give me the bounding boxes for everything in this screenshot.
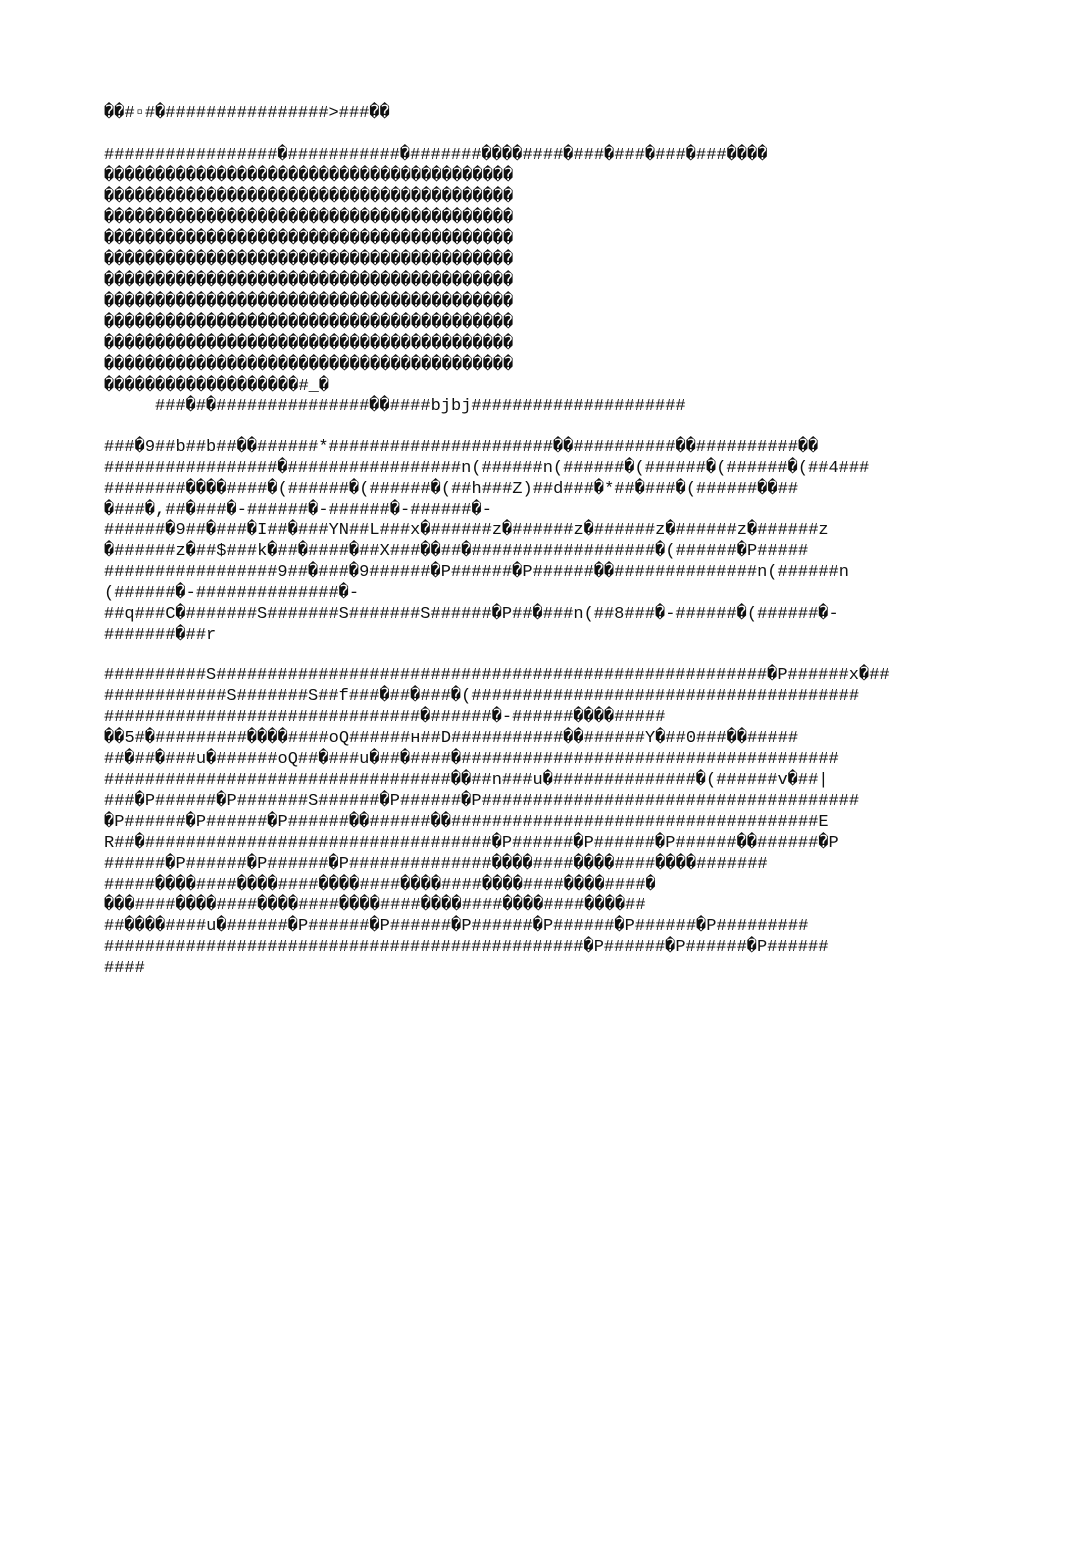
text-line: ���������������������������������������� <box>104 356 514 375</box>
text-line: #####����####����####����####����####����####����####� <box>104 876 656 895</box>
text-line: #################9##�###�9######�P######�P######��##############n(######n <box>104 563 849 582</box>
text-line: #################�###########�#######����####�###�###�###�###���� <box>104 146 768 165</box>
text-line: �P######�P######�P######��######��####################################E <box>104 813 829 832</box>
text-line: ���������������������������������������� <box>104 188 514 207</box>
text-line: �###�,##�###�-######�-######�-######�- <box>104 501 492 520</box>
text-line: ���������������������������������������� <box>104 230 514 249</box>
text-line: ##�##�###u�######oQ##�###u�##�####�##################################### <box>104 750 839 769</box>
text-line: ##########S######################################################�P######x�## <box>104 666 890 685</box>
text-line: #################�#################n(######n(######�(######�(######�(##4### <box>104 459 870 478</box>
text-line: ###�9##b##b##��######*######################��##########��##########�� <box>104 438 819 457</box>
text-line: ###�#�###############��####bjbj##################### <box>104 397 686 416</box>
text-line: ���������������������������������������� <box>104 251 514 270</box>
text-line: ##################################��##n###u�##############�(######v�##| <box>104 771 829 790</box>
text-line: ##q###C�#######S#######S#######S######�P##�###n(##8###�-######�(######�- <box>104 605 839 624</box>
text-line: ############S#######S##f###�##�###�(###################################### <box>104 687 860 706</box>
text-line: ��5#�#########����####oQ######ʜ##D###########��######Y�##0###��##### <box>104 729 799 748</box>
text-line: �######z�##$###k�##�####�##X###��##�##################�(######�P##### <box>104 542 809 561</box>
header-line: ��#▫#�################>###�� <box>104 104 390 123</box>
text-line: ##����####u�######�P######�P######�P######�P######�P######�P######### <box>104 917 809 936</box>
text-line: ###############################################�P######�P######�P###### <box>104 938 829 957</box>
text-line: ###############################�######�-######����##### <box>104 708 666 727</box>
text-line: ���������������������������������������� <box>104 209 514 228</box>
text-line: ���������������������������������������� <box>104 314 514 333</box>
text-line: ���������������������������������������� <box>104 272 514 291</box>
text-line: ######�P######�P######�P##############����####����####����####### <box>104 855 768 874</box>
text-line: #### <box>104 959 145 978</box>
text-line: �������������������#_� <box>104 377 330 396</box>
text-line: ########����####�(######�(######�(##h###Z)##d###�*##�###�(######��## <box>104 480 799 499</box>
text-line: ���####����####����####����####����####����####����## <box>104 896 646 915</box>
text-line: R##�##################################�P######�P######�P######��######�P <box>104 834 839 853</box>
text-line: (######�-##############�- <box>104 584 360 603</box>
text-line: ���������������������������������������� <box>104 167 514 186</box>
text-line: ###�P######�P#######S######�P######�P##################################### <box>104 792 860 811</box>
text-line: #######�##r <box>104 626 217 645</box>
text-line: ���������������������������������������� <box>104 335 514 354</box>
text-line: ���������������������������������������� <box>104 293 514 312</box>
text-line: ######�9##�###�I##�###YN##L###x�######z�######z�######z�######z�######z <box>104 521 829 540</box>
